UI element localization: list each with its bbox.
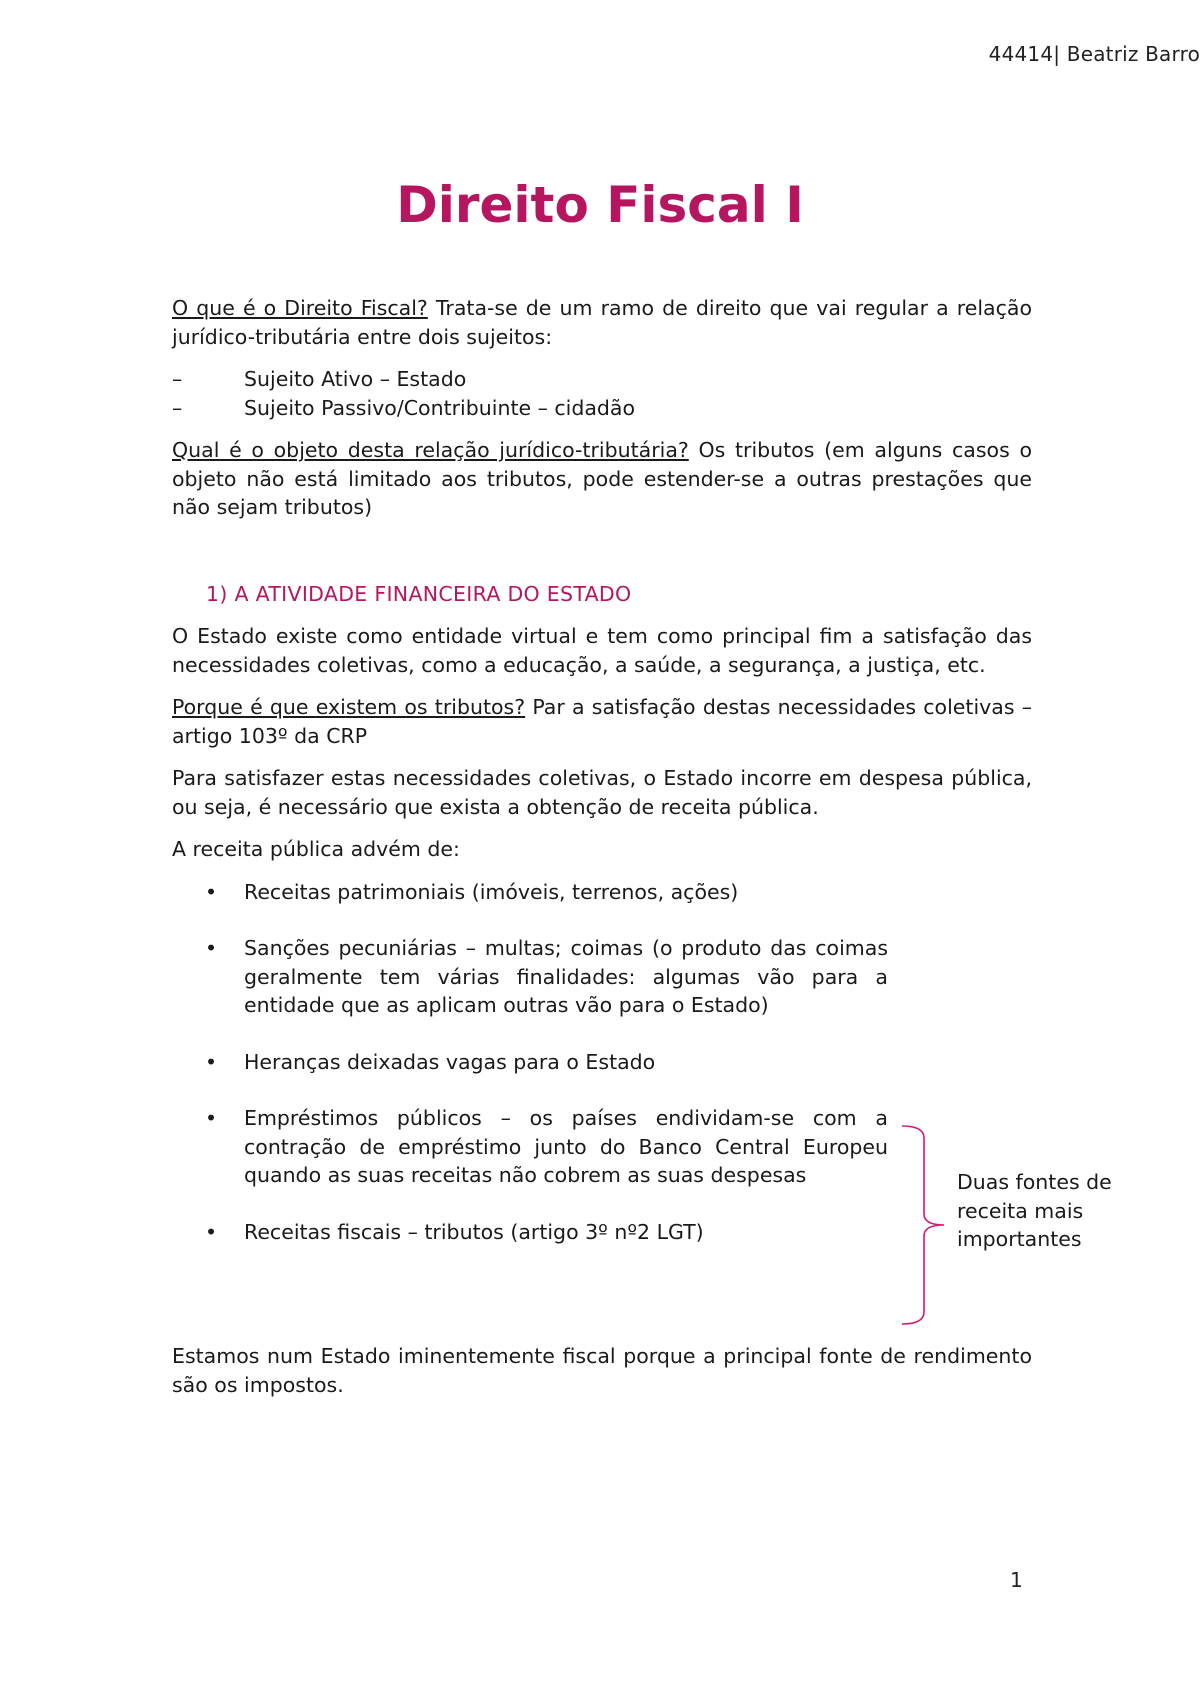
- header-author: 44414| Beatriz Barro: [988, 42, 1200, 66]
- subjects-list: [172, 365, 1032, 422]
- revenue-list: [172, 878, 888, 1247]
- list-item: [172, 934, 888, 1020]
- revenue-item-text: Sanções pecuniárias – multas; coimas (o produto das coimas geralmente tem várias finalidades: algumas vão para a entidade que as aplicam outras vão para o Estado): [244, 936, 888, 1017]
- revenue-item-text: Receitas patrimoniais (imóveis, terrenos, ações): [244, 879, 739, 904]
- revenue-item-text: Empréstimos públicos – os países endividam-se com a contração de empréstimo junto do Banco Central Europeu quando as suas receitas não cobrem as suas despesas: [244, 1106, 888, 1187]
- list-item: [172, 1218, 888, 1247]
- page-title: Direito Fiscal I: [396, 176, 804, 234]
- expense-paragraph: Para satisfazer estas necessidades coletivas, o Estado incorre em despesa pública, ou seja, é necessário que exista a obtenção de receita pública.: [172, 766, 1032, 819]
- section-heading: 1) A ATIVIDADE FINANCEIRA DO ESTADO: [206, 581, 632, 606]
- list-item: [172, 394, 1032, 423]
- object-question: Qual é o objeto desta relação jurídico-tributária?: [172, 438, 689, 462]
- closing-paragraph: Estamos num Estado iminentemente fiscal porque a principal fonte de rendimento são os impostos.: [172, 1344, 1032, 1397]
- why-answer: Par a satisfação destas necessidades coletivas – artigo 103º da CRP: [172, 695, 1032, 748]
- why-paragraph: [172, 693, 1032, 750]
- subject-text: Sujeito Passivo/Contribuinte – cidadão: [244, 395, 636, 420]
- intro-answer: Trata-se de um ramo de direito que vai regular a relação jurídico-tributária entre dois sujeitos:: [172, 296, 1032, 349]
- bracket-icon: [900, 1124, 950, 1326]
- revenue-item-text: Receitas fiscais – tributos (artigo 3º nº2 LGT): [244, 1219, 704, 1244]
- subject-text: Sujeito Ativo – Estado: [244, 367, 467, 391]
- dash-marker: –: [172, 367, 183, 391]
- why-question: Porque é que existem os tributos?: [172, 695, 526, 719]
- list-item: [172, 1048, 888, 1077]
- bullet-marker: •: [205, 1219, 218, 1244]
- bullet-marker: •: [205, 1049, 218, 1074]
- bullet-marker: •: [205, 1106, 218, 1130]
- list-item: [172, 878, 888, 907]
- object-answer: Os tributos (em alguns casos o objeto não está limitado aos tributos, pode estender-se a outras prestações que não sejam tributos): [172, 438, 1033, 519]
- state-paragraph: O Estado existe como entidade virtual e tem como principal fim a satisfação das necessidades coletivas, como a educação, a saúde, a segurança, a justiça, etc.: [172, 624, 1032, 677]
- intro-paragraph: [172, 294, 1032, 351]
- dash-marker: –: [172, 395, 183, 420]
- list-item: [172, 1104, 888, 1190]
- object-paragraph: [172, 436, 1032, 522]
- list-item: [172, 365, 1032, 394]
- intro-question: O que é o Direito Fiscal?: [172, 296, 428, 320]
- annotation-note: Duas fontes de receita mais importantes: [957, 1170, 1112, 1251]
- page-number: 1: [1010, 1568, 1023, 1592]
- revenue-item-text: Heranças deixadas vagas para o Estado: [244, 1049, 656, 1074]
- revenue-intro: A receita pública advém de:: [172, 837, 460, 861]
- bullet-marker: •: [205, 879, 218, 904]
- bullet-marker: •: [205, 936, 218, 960]
